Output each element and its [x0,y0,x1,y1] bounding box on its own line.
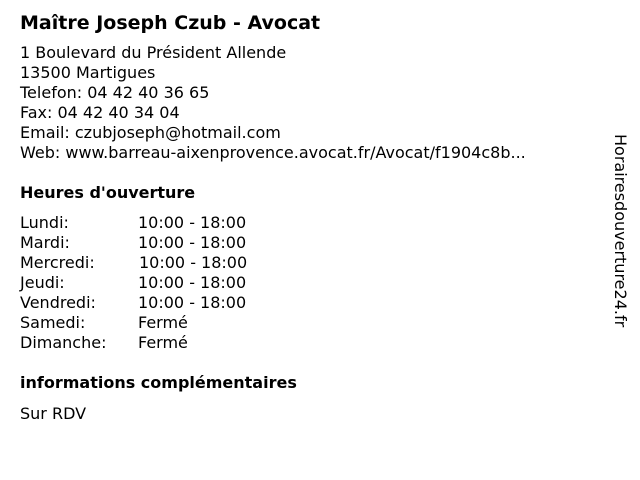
day-label: Samedi: [20,313,86,332]
day-hours: Fermé [138,313,188,332]
hours-row-saturday [20,313,320,333]
hours-row-wednesday [20,253,320,273]
website-url: Web: www.barreau-aixenprovence.avocat.fr/Avocat/f1904c8b... [20,143,526,162]
day-hours: 10:00 - 18:00 [138,293,247,312]
hours-row-sunday [20,333,320,353]
fax-number: Fax: 04 42 40 34 04 [20,103,180,122]
hours-row-monday [20,213,320,233]
additional-info-text: Sur RDV [20,404,87,423]
day-label: Mercredi: [20,253,95,272]
email-address: Email: czubjoseph@hotmail.com [20,123,281,142]
day-hours: 10:00 - 18:00 [138,233,247,252]
address-line-2: 13500 Martigues [20,63,156,82]
page-title: Maître Joseph Czub - Avocat [20,12,321,34]
day-hours: 10:00 - 18:00 [138,273,247,292]
day-label: Lundi: [20,213,69,232]
additional-info-heading: informations complémentaires [20,373,297,392]
opening-hours-table [20,213,320,353]
day-label: Vendredi: [20,293,96,312]
contact-block [20,43,526,163]
opening-hours-heading: Heures d'ouverture [20,183,196,202]
day-hours: Fermé [138,333,188,352]
day-label: Dimanche: [20,333,107,352]
hours-row-friday [20,293,320,313]
hours-row-tuesday [20,233,320,253]
address-line-1: 1 Boulevard du Président Allende [20,43,287,62]
site-watermark: Horairesdouverture24.fr [611,134,630,328]
phone-number: Telefon: 04 42 40 36 65 [20,83,210,102]
day-label: Jeudi: [20,273,65,292]
day-hours: 10:00 - 18:00 [139,253,248,272]
day-label: Mardi: [20,233,70,252]
day-hours: 10:00 - 18:00 [138,213,247,232]
hours-row-thursday [20,273,320,293]
